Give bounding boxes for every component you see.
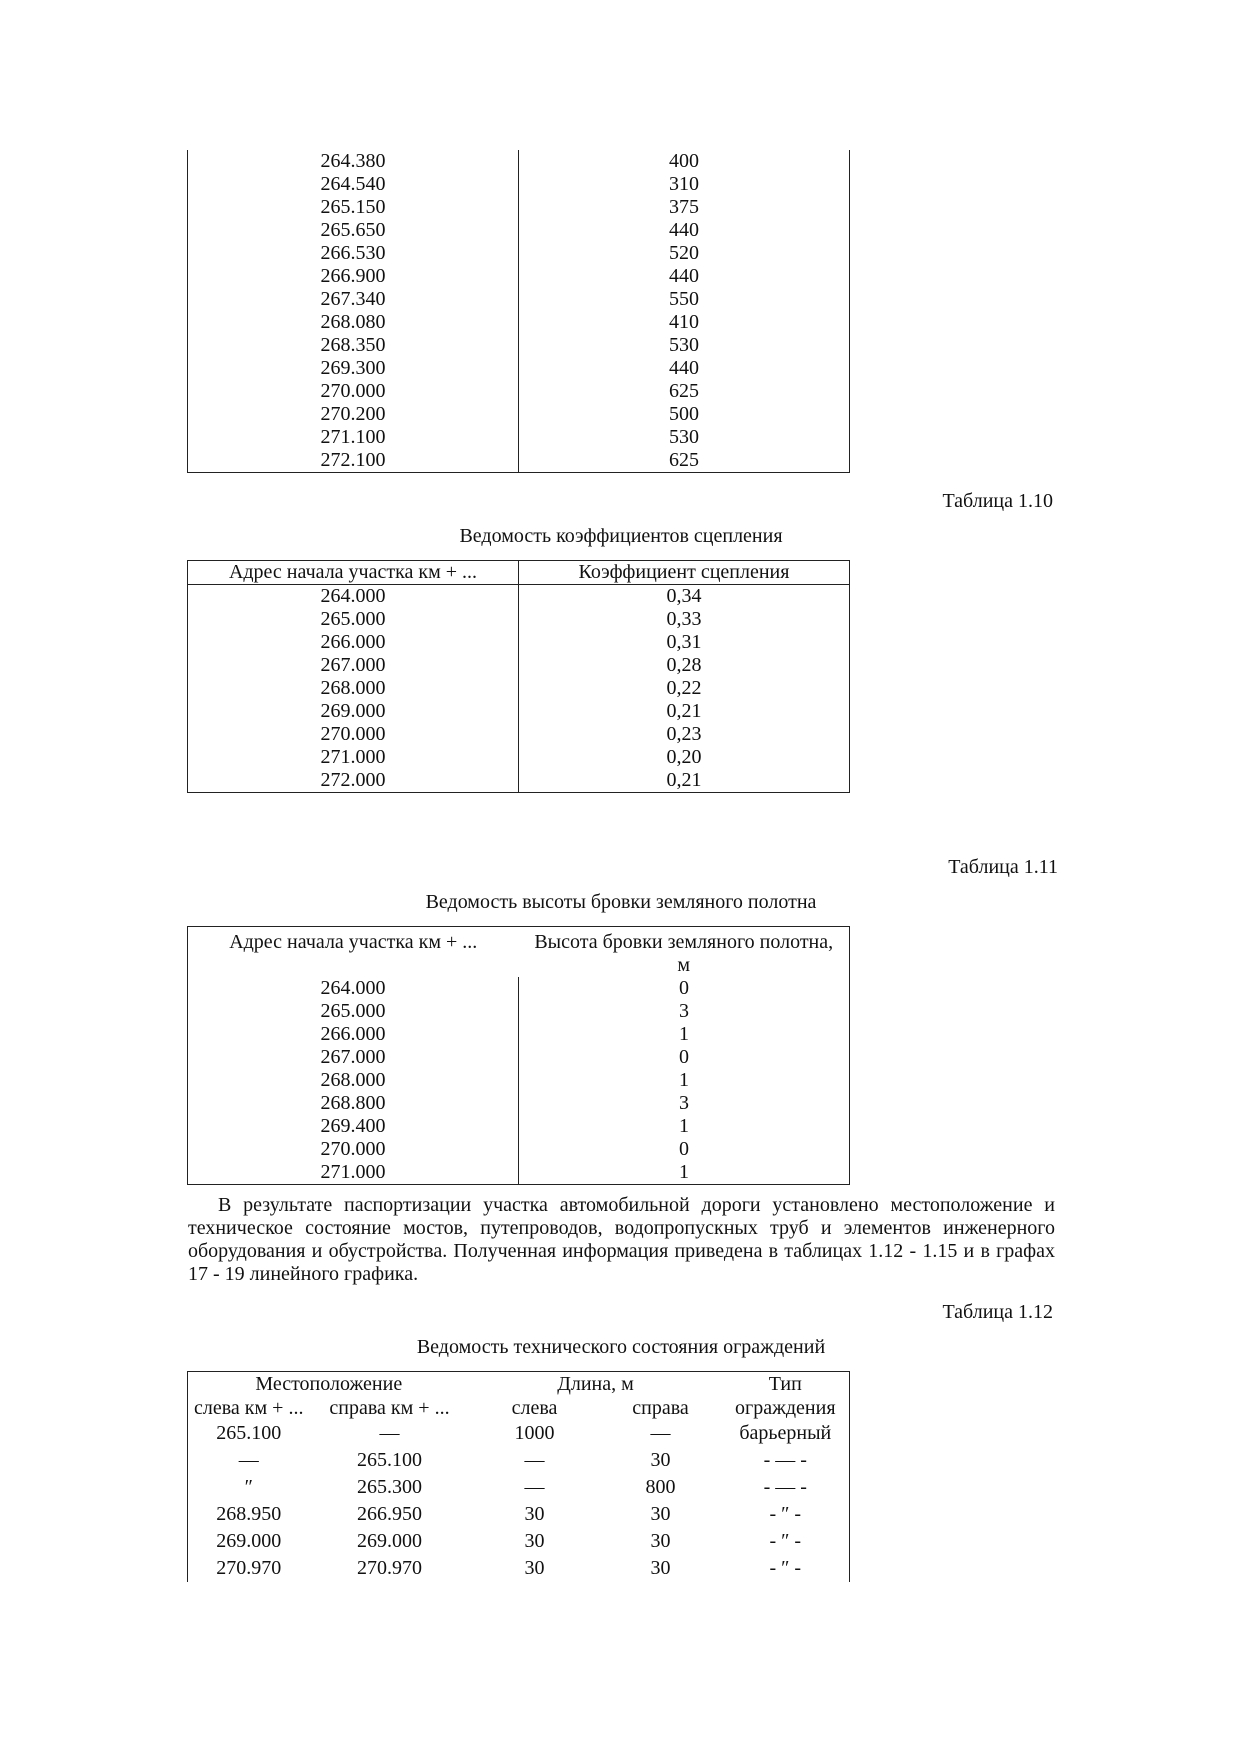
table-cell: 1 [519,1023,850,1046]
table-row [188,380,850,403]
table-cell: 520 [519,242,850,265]
column-header-coefficient: Коэффициент сцепления [519,561,850,585]
friction-coefficient-table [187,560,850,793]
table-cell: 267.340 [188,288,519,311]
table-row [188,654,850,677]
table-row [188,1069,850,1092]
table-cell: 550 [519,288,850,311]
sub-header-left-km: слева км + ... [188,1396,310,1420]
table-cell: 400 [519,150,850,173]
sub-header-right-length: справа [632,1397,689,1419]
table-cell: 3 [519,1092,850,1115]
body-paragraph: В результате паспортизации участка автомобильной дороги установлено местоположение и техническое состояние мостов, путепроводов, водопропускных труб и элементов инженерного оборудования и обустройства. Полученная информация приведена в таблицах 1.12 - 1.15 и в графах 17 - 19 линейного графика. [188,1194,1055,1285]
table-cell: 530 [519,426,850,449]
table-cell: 265.650 [188,219,519,242]
table-cell: 269.000 [188,700,519,723]
table-cell: 0,22 [519,677,850,700]
table-cell: 268.080 [188,311,519,334]
table-number-1-11: Таблица 1.11 [948,856,1058,878]
table-cell: 30 [524,1530,545,1552]
table-row [188,1420,850,1447]
table-row [188,608,850,631]
table-cell: 0,21 [519,700,850,723]
table-cell: 1000 [514,1422,555,1444]
table-cell: 265.150 [188,196,519,219]
group-header-location: Местоположение [188,1372,470,1397]
table-cell: 0,28 [519,654,850,677]
sub-header-left-length: слева [511,1397,558,1419]
table-row [188,219,850,242]
table-row [188,357,850,380]
column-header-address: Адрес начала участка км + ... [188,561,519,585]
table-row [188,196,850,219]
table-cell: 264.380 [188,150,519,173]
barrier-condition-table [187,1371,850,1582]
table-cell: 270.000 [188,380,519,403]
table-cell: 266.530 [188,242,519,265]
column-header-spacer [188,954,519,977]
table-cell: 3 [519,1000,850,1023]
table-cell: 1 [519,1115,850,1138]
table-cell: — [379,1422,400,1444]
table-cell: 271.000 [188,1161,519,1185]
table-row [188,288,850,311]
table-cell: 264.000 [188,585,519,609]
table-cell: 267.000 [188,654,519,677]
table-row [188,1528,850,1555]
table-cell: 440 [519,265,850,288]
group-header-type: Тип [722,1372,850,1397]
table-row [188,449,850,473]
sub-header-barrier-type: ограждения [722,1396,850,1420]
table-cell: 440 [519,219,850,242]
table-cell: 0,34 [519,585,850,609]
table-row [188,677,850,700]
table-cell: 269.000 [188,1528,310,1555]
table-cell: 270.970 [188,1555,310,1582]
table-row [188,311,850,334]
table-row [188,1115,850,1138]
table-row [188,1046,850,1069]
table-cell: барьерный [722,1420,850,1447]
column-header-height: Высота бровки земляного полотна, [519,927,850,955]
table-cell: 30 [524,1503,545,1525]
table-row [188,700,850,723]
table-cell: 265.000 [188,608,519,631]
table-cell: - — - [722,1447,850,1474]
table-cell: 267.000 [188,1046,519,1069]
table-cell: 270.000 [188,723,519,746]
table-cell: 625 [519,449,850,473]
table-cell: 272.000 [188,769,519,793]
table-cell: 625 [519,380,850,403]
table-row [188,1474,850,1501]
table-cell: 268.800 [188,1092,519,1115]
table-cell: 30 [650,1449,671,1471]
table-row [188,403,850,426]
table-cell: 30 [650,1530,671,1552]
table-cell: 270.200 [188,403,519,426]
table-caption-1-11: Ведомость высоты бровки земляного полотна [425,891,817,913]
table-cell: 265.100 [188,1420,310,1447]
table-row [188,631,850,654]
table-cell: 1 [519,1161,850,1185]
table-cell: 270.000 [188,1138,519,1161]
table-cell: 0,33 [519,608,850,631]
table-cell: 265.000 [188,1000,519,1023]
table-row [188,977,850,1000]
table-cell: 530 [519,334,850,357]
table-cell: 265.300 [357,1476,422,1498]
table-cell: 0,23 [519,723,850,746]
table-row [188,1501,850,1528]
table-row [188,1555,850,1582]
table-cell: 269.000 [357,1530,422,1552]
table-cell: 375 [519,196,850,219]
embankment-height-table [187,926,850,1185]
column-header-height-unit: м [519,954,850,977]
table-cell: 268.000 [188,677,519,700]
table-cell: 271.000 [188,746,519,769]
table-cell: 0 [519,1138,850,1161]
table-cell: 0 [519,977,850,1000]
table-row [188,585,850,609]
table-cell: — [524,1449,545,1471]
table-caption-1-12: Ведомость технического состояния ограждений [416,1336,826,1358]
table-row [188,265,850,288]
table-cell: 410 [519,311,850,334]
table-cell: 266.900 [188,265,519,288]
table-row [188,150,850,173]
table-cell: 310 [519,173,850,196]
table-cell: 264.000 [188,977,519,1000]
table-cell: 266.000 [188,1023,519,1046]
group-header-length: Длина, м [470,1372,722,1397]
table-cell: 440 [519,357,850,380]
table-row [188,334,850,357]
table-cell: 30 [524,1557,545,1579]
table-caption-1-10: Ведомость коэффициентов сцепления [459,525,783,547]
continued-table [187,150,850,473]
table-row [188,242,850,265]
table-cell: 269.400 [188,1115,519,1138]
table-row [188,426,850,449]
table-cell: 1 [519,1069,850,1092]
table-cell: 265.100 [357,1449,422,1471]
table-cell: 271.100 [188,426,519,449]
table-cell: - ″ - [722,1501,850,1528]
table-row [188,1092,850,1115]
table-cell: - — - [722,1474,850,1501]
table-row [188,1447,850,1474]
table-cell: 268.000 [188,1069,519,1092]
table-cell: 30 [650,1557,671,1579]
table-cell: — [188,1447,310,1474]
table-row [188,173,850,196]
table-cell: 264.540 [188,173,519,196]
table-number-1-12: Таблица 1.12 [942,1301,1053,1323]
table-cell: ″ [188,1474,310,1501]
table-row [188,746,850,769]
table-cell: 266.000 [188,631,519,654]
table-cell: — [650,1422,671,1444]
table-row [188,723,850,746]
table-row [188,769,850,793]
table-cell: 0,31 [519,631,850,654]
table-cell: 0,21 [519,769,850,793]
sub-header-right-km: справа км + ... [329,1397,450,1419]
table-cell: 0 [519,1046,850,1069]
table-cell: 500 [519,403,850,426]
table-cell: 269.300 [188,357,519,380]
table-cell: 266.950 [357,1503,422,1525]
table-cell: 272.100 [188,449,519,473]
table-cell: 270.970 [357,1557,422,1579]
table-row [188,1138,850,1161]
table-number-1-10: Таблица 1.10 [942,490,1053,512]
table-cell: 0,20 [519,746,850,769]
table-cell: 800 [645,1476,676,1498]
table-cell: — [524,1476,545,1498]
table-row [188,1161,850,1185]
table-cell: 268.950 [188,1501,310,1528]
table-row [188,1023,850,1046]
table-cell: 268.350 [188,334,519,357]
table-cell: - ″ - [722,1555,850,1582]
table-cell: - ″ - [722,1528,850,1555]
table-row [188,1000,850,1023]
column-header-address: Адрес начала участка км + ... [188,927,519,955]
table-cell: 30 [650,1503,671,1525]
